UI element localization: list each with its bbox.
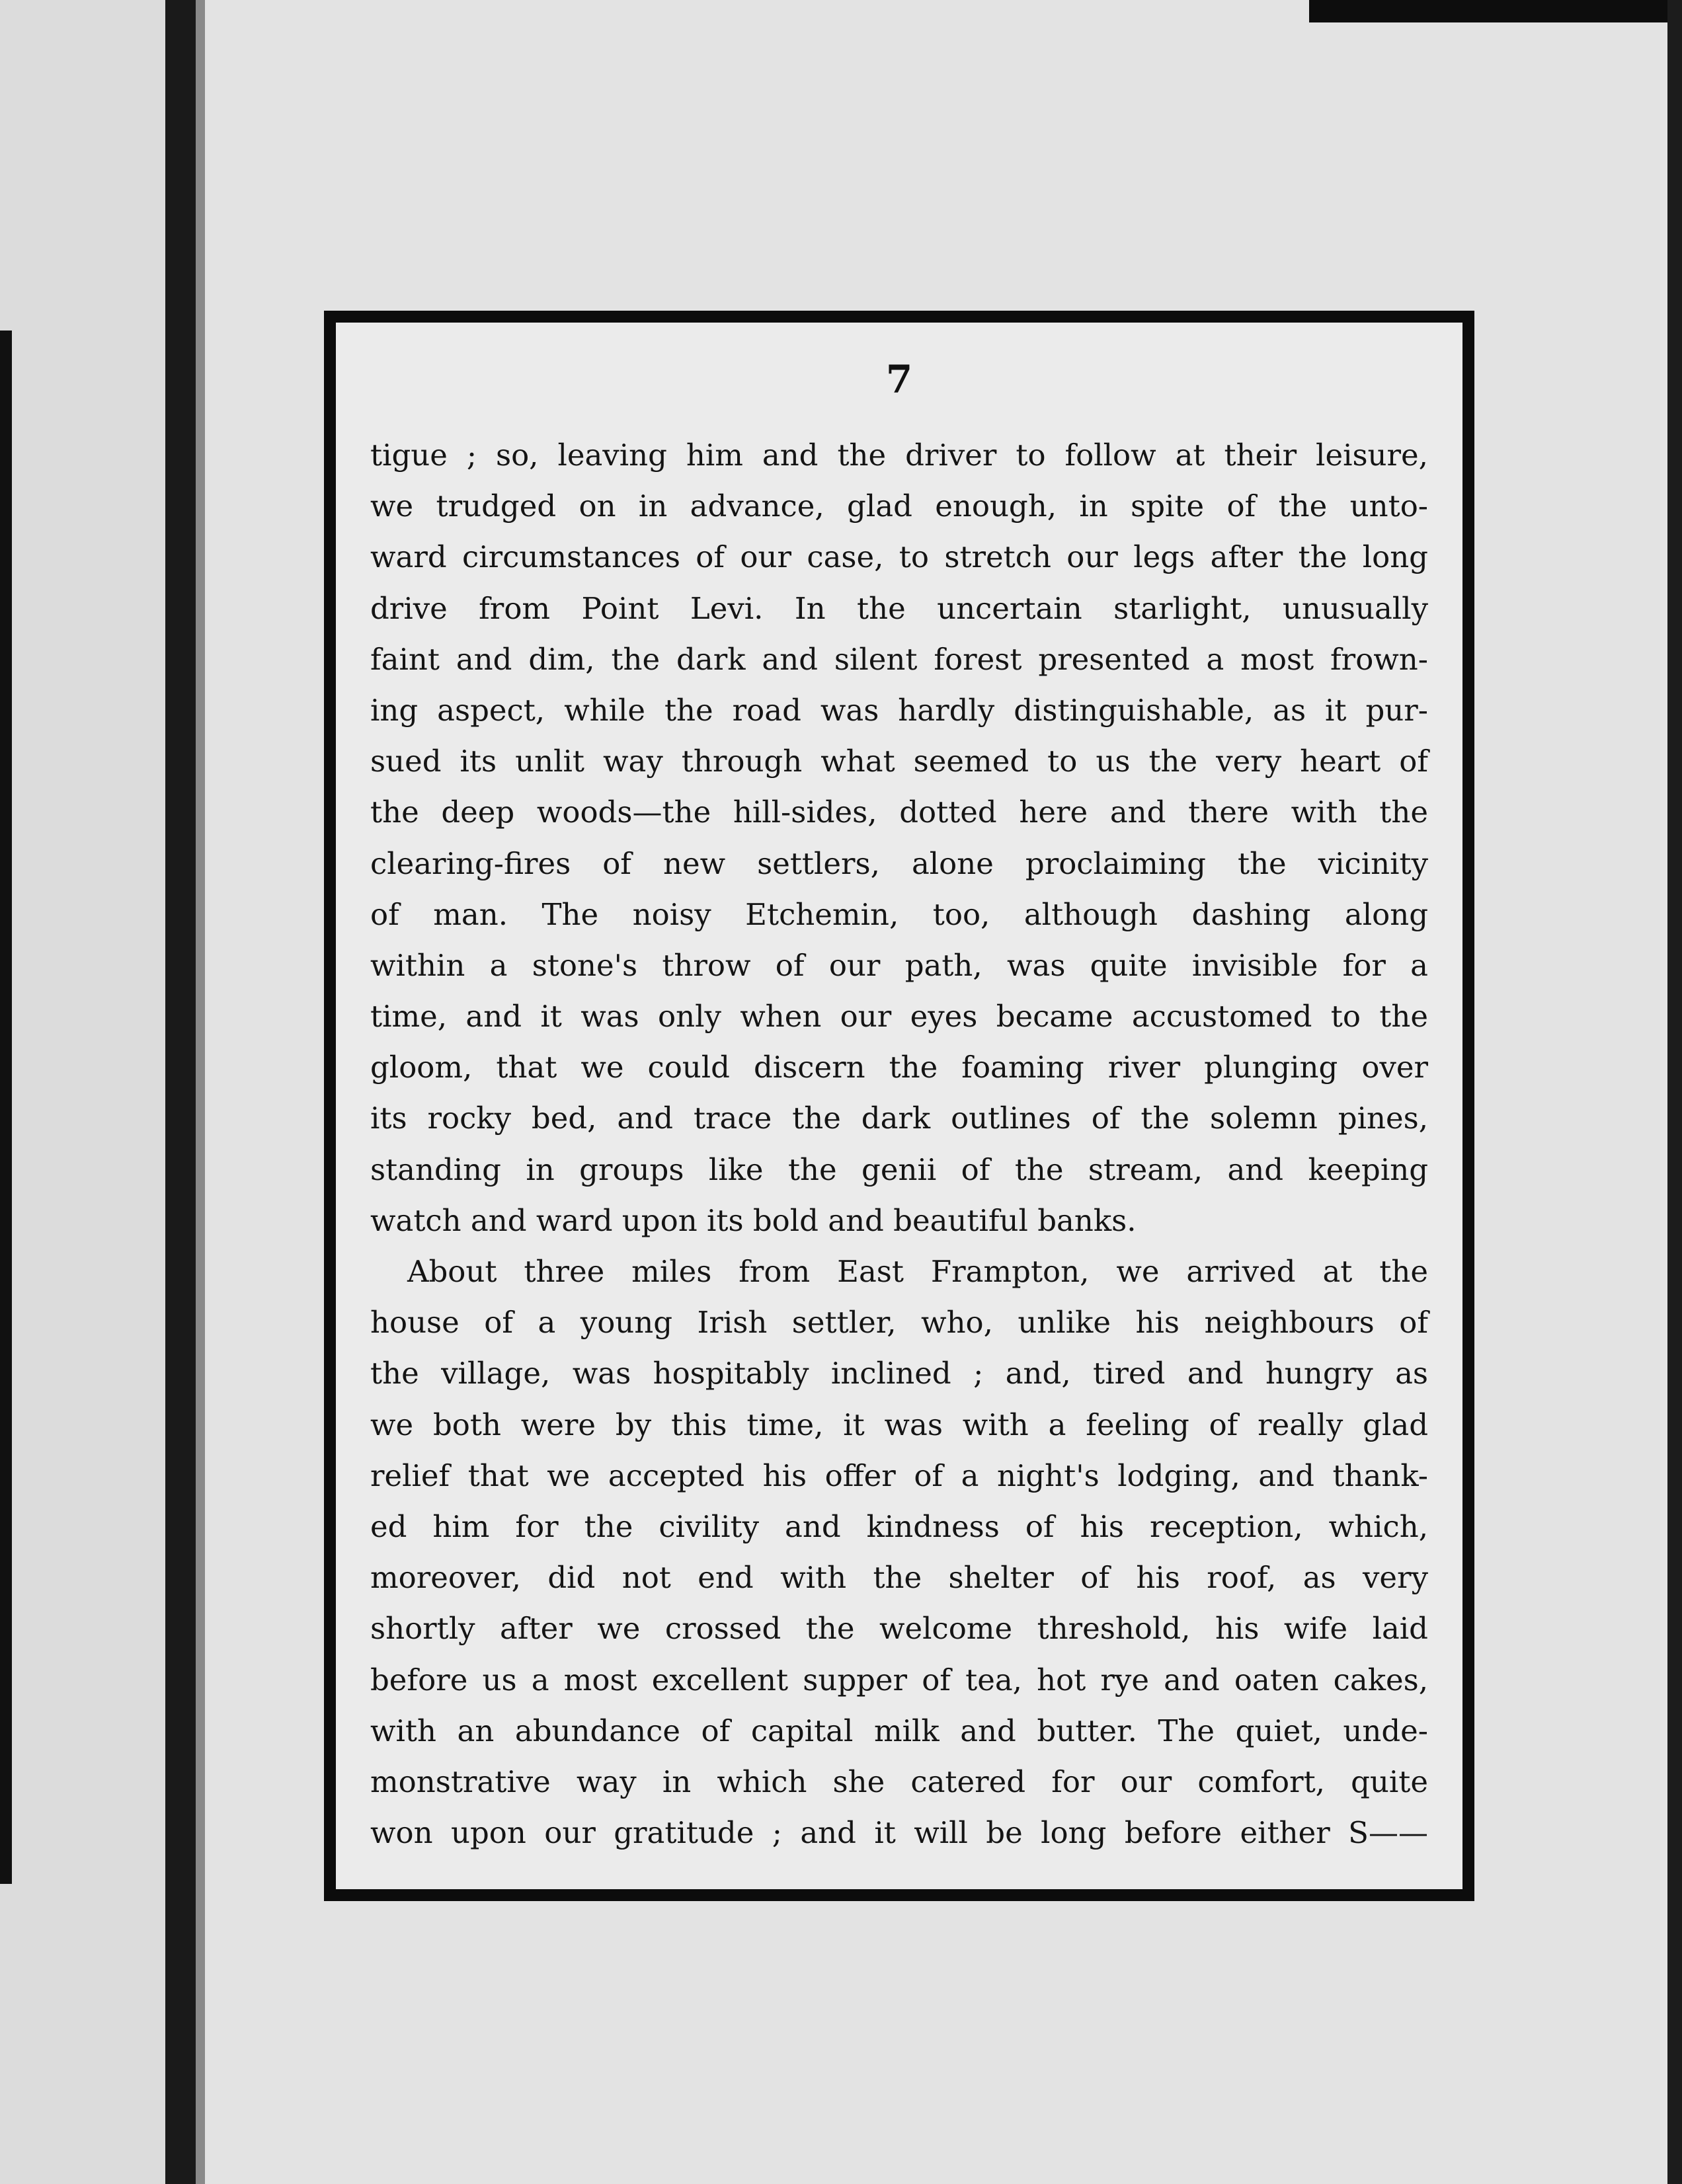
top-edge-shadow xyxy=(1309,0,1682,22)
text-line: time, and it was only when our eyes became accustomed to the xyxy=(370,999,1428,1034)
text-line: relief that we accepted his offer of a night's lodging, and thank- xyxy=(370,1458,1428,1493)
left-page-border xyxy=(0,331,12,1884)
text-line: moreover, did not end with the shelter of his roof, as very xyxy=(370,1560,1428,1596)
text-line: ward circumstances of our case, to stretch our legs after the long xyxy=(370,539,1428,575)
gutter-highlight xyxy=(196,0,205,2184)
text-line: shortly after we crossed the welcome threshold, his wife laid xyxy=(370,1611,1428,1647)
text-line: tigue ; so, leaving him and the driver to follow at their leisure, xyxy=(370,438,1428,473)
paragraph xyxy=(370,1246,1428,1858)
text-line: drive from Point Levi. In the uncertain starlight, unusually xyxy=(370,590,1428,626)
page-border-frame xyxy=(324,311,1474,1901)
text-line: ing aspect, while the road was hardly distinguishable, as it pur- xyxy=(370,692,1428,728)
page-number: 7 xyxy=(885,357,913,402)
text-line: before us a most excellent supper of tea, hot rye and oaten cakes, xyxy=(370,1662,1428,1697)
text-line: About three miles from East Frampton, we arrived at the xyxy=(407,1254,1428,1289)
text-line: won upon our gratitude ; and it will be long before either S—— xyxy=(370,1815,1428,1851)
text-line: the deep woods—the hill-sides, dotted here and there with the xyxy=(370,795,1428,830)
text-line: ed him for the civility and kindness of his reception, which, xyxy=(370,1508,1428,1544)
text-line: faint and dim, the dark and silent forest presented a most frown- xyxy=(370,641,1428,677)
paragraph xyxy=(370,430,1428,1246)
text-line: we both were by this time, it was with a feeling of really glad xyxy=(370,1407,1428,1442)
text-line: with an abundance of capital milk and butter. The quiet, unde- xyxy=(370,1713,1428,1748)
left-page-edge xyxy=(0,0,165,2184)
book-gutter xyxy=(165,0,198,2184)
text-line: watch and ward upon its bold and beautiful banks. xyxy=(370,1202,1137,1238)
text-line: house of a young Irish settler, who, unlike his neighbours of xyxy=(370,1305,1428,1341)
right-edge-shadow xyxy=(1667,0,1682,2184)
text-line: we trudged on in advance, glad enough, in spite of the unto- xyxy=(370,488,1428,524)
text-line: sued its unlit way through what seemed to us the very heart of xyxy=(370,744,1428,779)
text-line: clearing-fires of new settlers, alone proclaiming the vicinity xyxy=(370,845,1428,881)
text-line: the village, was hospitably inclined ; and, tired and hungry as xyxy=(370,1356,1428,1391)
body-text xyxy=(370,430,1428,1858)
text-line: its rocky bed, and trace the dark outlines of the solemn pines, xyxy=(370,1101,1428,1136)
text-line: gloom, that we could discern the foaming river plunging over xyxy=(370,1050,1428,1085)
text-line: standing in groups like the genii of the stream, and keeping xyxy=(370,1151,1428,1187)
text-line: within a stone's throw of our path, was quite invisible for a xyxy=(370,947,1428,983)
text-line: monstrative way in which she catered for our comfort, quite xyxy=(370,1764,1428,1799)
text-line: of man. The noisy Etchemin, too, although dashing along xyxy=(370,896,1428,932)
